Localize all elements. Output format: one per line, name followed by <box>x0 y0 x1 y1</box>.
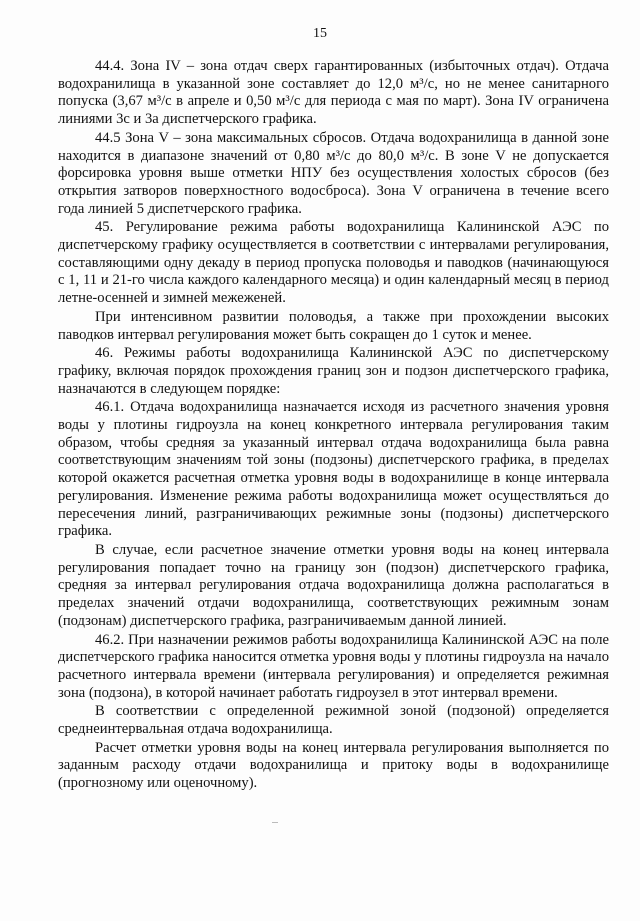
paragraph-46-1: 46.1. Отдача водохранилища назначается исходя из расчетного значения уровня воды у плотины гидроузла на конец конкретного интервала регулирования таким образом, чтобы средняя за указанный интервал отдача водохранилища была равна соответствующим значениям той зоны (подзоны) диспетчерского графика, в пределах которой окажется расчетная отметка уровня воды в водохранилище в конце интервала регулирования. Изменение режима работы водохранилища может осуществляться до пересечения линий, разграничивающих режимные зоны (подзоны) диспетчерского графика. <box>58 399 609 540</box>
scan-mark <box>272 822 278 823</box>
paragraph-46-2-outflow: В соответствии с определенной режимной зоной (подзоной) определяется среднеинтервальная отдача водохранилища. <box>58 703 609 738</box>
paragraph-44-5: 44.5 Зона V – зона максимальных сбросов. Отдача водохранилища в данной зоне находится в диапазоне значений от 0,80 м³/с до 80,0 м³/с. В зоне V не допускается форсировка уровня выше отметки НПУ без осуществления холостых сбросов (без открытия затворов поверхностного водосброса). Зона V ограничена в течение всего года линией 5 диспетчерского графика. <box>58 129 609 217</box>
paragraph-45-note: При интенсивном развитии половодья, а также при прохождении высоких паводков интервал регулирования может быть сокращен до 1 суток и менее. <box>58 308 609 343</box>
paragraph-44-4: 44.4. Зона IV – зона отдач сверх гарантированных (избыточных отдач). Отдача водохранилища в указанной зоне составляет до 12,0 м³/с, но не менее санитарного попуска (3,67 м³/с в апреле и 0,50 м³/с для периода с мая по март). Зона IV ограничена линиями 3с и 3а диспетчерского графика. <box>58 58 609 128</box>
paragraph-45: 45. Регулирование режима работы водохранилища Калининской АЭС по диспетчерскому графику осуществляется в соответствии с интервалами регулирования, составляющими одну декаду в период пропуска половодья и паводков (начинающуюся с 1, 11 и 21-го числа каждого календарного месяца) и один календарный месяц в период летне-осенней и зимней межеженей. <box>58 219 609 307</box>
paragraph-46: 46. Режимы работы водохранилища Калининской АЭС по диспетчерскому графику, включая порядок прохождения границ зон и подзон диспетчерского графика, назначаются в следующем порядке: <box>58 345 609 397</box>
paragraph-46-2: 46.2. При назначении режимов работы водохранилища Калининской АЭС на поле диспетчерского графика наносится отметка уровня воды у плотины гидроузла на начало расчетного интервала времени (интервала регулирования) и определяется режимная зона (подзона), в которой начинает работать гидроузел в этот интервал времени. <box>58 631 609 701</box>
paragraph-46-2-calc: Расчет отметки уровня воды на конец интервала регулирования выполняется по заданным расходу отдачи водохранилища и притоку воды в водохранилище (прогнозному или оценочному). <box>58 739 609 792</box>
page-number: 15 <box>313 26 327 41</box>
paragraph-46-1-case: В случае, если расчетное значение отметки уровня воды на конец интервала регулирования попадает точно на границу зон (подзон) диспетчерского графика, средняя за интервал регулирования отдача водохранилища должна располагаться в пределах значений отдачи водохранилища, соответствующих режимным зонам (подзонам) диспетчерского графика, разграничиваемым данной линией. <box>58 541 609 629</box>
body-text <box>58 58 609 793</box>
